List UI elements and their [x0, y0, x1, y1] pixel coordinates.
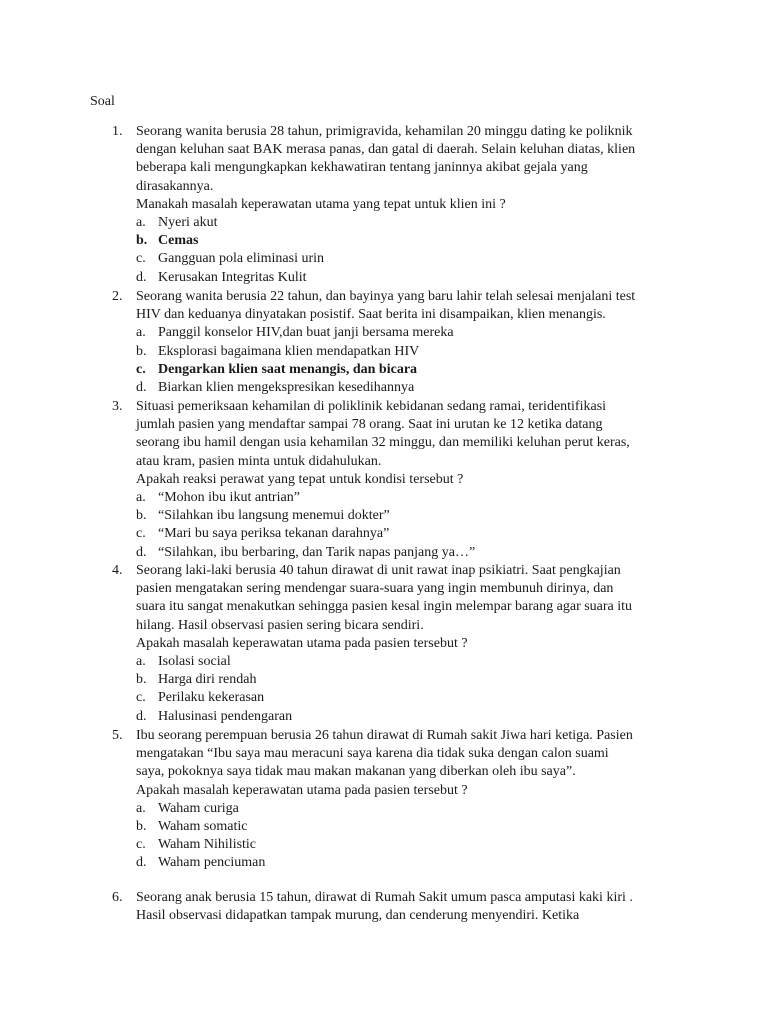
option-letter: c. [136, 837, 146, 853]
answer-option [136, 379, 676, 397]
answer-option [136, 507, 676, 525]
option-letter: d. [136, 708, 147, 724]
option-text: Harga diri rendah [158, 672, 257, 688]
option-letter: a. [136, 490, 146, 506]
question-text-line: beberapa kali mengungkapkan kekhawatiran tentang janinnya akibat gejala yang [136, 160, 588, 176]
question-text-line: pasien mengatakan sering mendengar suara-suara yang ingin membunuh dirinya, dan [136, 581, 614, 597]
option-text: “Mari bu saya periksa tekanan darahnya” [158, 526, 390, 542]
answer-option [136, 361, 676, 379]
page-heading: Soal [90, 94, 115, 109]
option-letter: a. [136, 215, 146, 231]
option-letter: d. [136, 379, 147, 395]
option-text: Waham penciuman [158, 855, 266, 871]
answer-option [136, 544, 676, 562]
answer-option [136, 854, 676, 872]
answer-option [136, 489, 676, 507]
question-text-line: Seorang laki-laki berusia 40 tahun dirawat di unit rawat inap psikiatri. Saat pengkajian [136, 563, 621, 578]
question-number: 5. [112, 728, 123, 743]
question-text-line: Situasi pemeriksaan kehamilan di poliklinik kebidanan sedang ramai, teridentifikasi [136, 399, 607, 414]
option-text: Waham somatic [158, 819, 248, 834]
question-text-line: Ibu seorang perempuan berusia 26 tahun dirawat di Rumah sakit Jiwa hari ketiga. Pasien [136, 728, 633, 743]
option-text: Cemas [158, 233, 199, 249]
option-letter: b. [136, 819, 147, 834]
answer-option [136, 269, 676, 287]
question-number: 1. [112, 124, 123, 139]
question-number: 2. [112, 289, 123, 304]
answer-option [136, 250, 676, 268]
question-text-line: suara itu sangat menakutkan sehingga pasien kesal ingin melempar barang agar suara itu [136, 599, 633, 615]
answer-option [136, 800, 676, 818]
question-body [136, 727, 676, 873]
option-letter: d. [136, 855, 147, 871]
question-text-line: Apakah masalah keperawatan utama pada pasien tersebut ? [136, 635, 468, 651]
option-letter: d. [136, 544, 147, 560]
option-letter: c. [136, 361, 146, 377]
option-text: Isolasi social [158, 654, 231, 670]
option-letter: c. [136, 251, 146, 267]
answer-option [136, 708, 676, 726]
answer-option [136, 836, 676, 854]
option-letter: c. [136, 690, 146, 706]
question-text-line: seorang ibu hamil dengan usia kehamilan 32 minggu, dan memiliki keluhan perut keras, [136, 435, 630, 451]
answer-option [136, 653, 676, 671]
answer-option [136, 343, 676, 361]
question-text-line: Seorang anak berusia 15 tahun, dirawat di Rumah Sakit umum pasca amputasi kaki kiri . [136, 890, 633, 905]
question-text-line: Manakah masalah keperawatan utama yang tepat untuk klien ini ? [136, 196, 506, 212]
question-text-line: dirasakannya. [136, 178, 214, 194]
answer-option [136, 689, 676, 707]
option-text: Dengarkan klien saat menangis, dan bicara [158, 361, 418, 377]
option-text: Waham curiga [158, 800, 239, 816]
answer-option [136, 324, 676, 342]
answer-option [136, 232, 676, 250]
question-number: 3. [112, 399, 123, 414]
option-letter: b. [136, 233, 148, 249]
option-letter: b. [136, 343, 147, 359]
option-text: “Silahkan ibu langsung menemui dokter” [158, 508, 390, 524]
option-text: Gangguan pola eliminasi urin [158, 251, 325, 267]
question-body [136, 889, 676, 925]
option-letter: a. [136, 654, 146, 670]
question-body [136, 288, 676, 397]
answer-option [136, 671, 676, 689]
option-text: Waham Nihilistic [158, 837, 257, 853]
option-letter: a. [136, 800, 146, 816]
option-text: “Silahkan, ibu berbaring, dan Tarik napas panjang ya…” [158, 544, 476, 560]
option-text: “Mohon ibu ikut antrian” [158, 490, 300, 506]
question-number: 4. [112, 563, 123, 578]
option-letter: c. [136, 526, 146, 542]
answer-option [136, 818, 676, 836]
question-text-line: Seorang wanita berusia 22 tahun, dan bayinya yang baru lahir telah selesai menjalani test [136, 289, 636, 304]
option-letter: a. [136, 325, 146, 341]
option-text: Kerusakan Integritas Kulit [158, 269, 307, 285]
option-text: Panggil konselor HIV,dan buat janji bersama mereka [158, 325, 454, 341]
question-text-line: atau kram, pasien minta untuk didahulukan. [136, 453, 382, 469]
option-text: Nyeri akut [158, 215, 218, 231]
option-letter: b. [136, 508, 147, 524]
question-text-line: hilang. Hasil observasi pasien sering bicara sendiri. [136, 617, 424, 633]
question-text-line: Seorang wanita berusia 28 tahun, primigravida, kehamilan 20 minggu dating ke poliknik [136, 124, 633, 139]
question-text-line: HIV dan keduanya dinyatakan posistif. Saat berita ini disampaikan, klien menangis. [136, 307, 606, 323]
question-body [136, 398, 676, 562]
option-letter: b. [136, 672, 147, 688]
question-number: 6. [112, 890, 123, 905]
question-body [136, 123, 676, 287]
answer-option [136, 214, 676, 232]
option-letter: d. [136, 269, 147, 285]
question-text-line: mengatakan “Ibu saya mau meracuni saya karena dia tidak suka dengan calon suami [136, 746, 609, 762]
question-text-line: jumlah pasien yang mendaftar sampai 78 orang. Saat ini urutan ke 12 ketika datang [136, 417, 603, 433]
question-body [136, 562, 676, 726]
question-text-line: saya, pokoknya saya tidak mau makan makanan yang diberkan oleh ibu saya”. [136, 764, 576, 780]
option-text: Perilaku kekerasan [158, 690, 265, 706]
question-text-line: dengan keluhan saat BAK merasa panas, dan gatal di daerah. Selain keluhan diatas, klien [136, 142, 636, 158]
answer-option [136, 525, 676, 543]
option-text: Eksplorasi bagaimana klien mendapatkan HIV [158, 343, 420, 359]
question-text-line: Apakah reaksi perawat yang tepat untuk kondisi tersebut ? [136, 471, 464, 487]
option-text: Halusinasi pendengaran [158, 708, 293, 724]
question-text-line: Hasil observasi didapatkan tampak murung, dan cenderung menyendiri. Ketika [136, 908, 580, 924]
question-text-line: Apakah masalah keperawatan utama pada pasien tersebut ? [136, 782, 468, 798]
option-text: Biarkan klien mengekspresikan kesedihannya [158, 379, 415, 395]
